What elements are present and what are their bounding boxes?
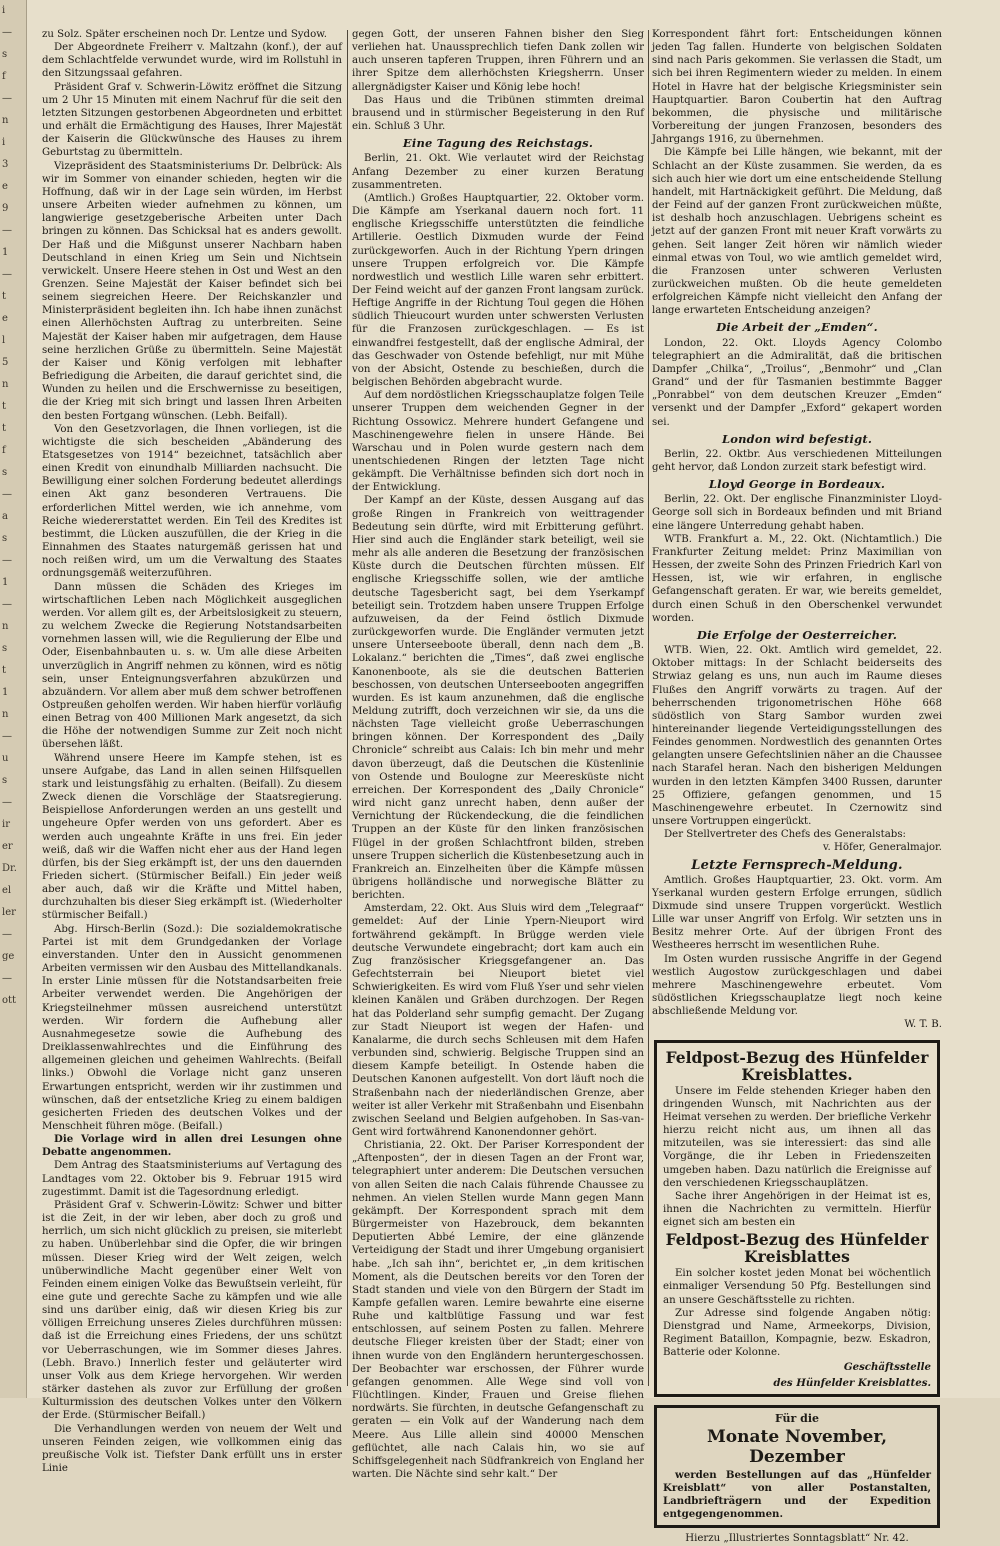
- margin-fragment: —: [2, 929, 12, 940]
- column-3-articles: [652, 28, 942, 1032]
- margin-fragment: —: [2, 27, 12, 38]
- left-margin-fragments: [0, 0, 27, 1398]
- article-paragraph: Berlin, 22. Okt. Der englische Finanzminister Lloyd-George soll sich in Bordeaux befinden und mit Briand eine längere Unterredung gehabt haben.: [652, 494, 942, 532]
- margin-fragment: —: [2, 731, 12, 742]
- article-paragraph: Amtlich. Großes Hauptquartier, 23. Okt. vorm. Am Yserkanal wurden gestern Erfolge errungen, südlich Dixmude sind unsere Truppen vorgerückt. Westlich Lille war unser Angriff von Erfolg. Wir setzten uns in Besitz mehrer Orte. Auf der übrigen Front des Westheeres herrscht im wesentlichen Ruhe.: [652, 874, 942, 952]
- margin-fragment: ler: [2, 907, 16, 918]
- article-paragraph: Abg. Hirsch-Berlin (Sozd.): Die sozialdemokratische Partei ist mit dem Grundgedanken der Vorlage einverstanden. Unter den in Aussicht genommenen Arbeiten vermissen wir den Ausbau des Mittellandkanals. In erster Linie müssen für die Notstandsarbeiten freie Arbeiter verwendet werden. Die Angehörigen der Kriegsteilnehmer müssen ausreichend unterstützt werden. Wir fordern die Aufhebung aller Ausnahmegesetze sowie die Aufhebung des Dreiklassenwahlrechtes und die Einführung des allgemeinen gleichen und geheimen Wahlrechts. (Beifall links.) Obwohl die Vorlage nicht ganz unseren Erwartungen entspricht, werden wir ihr zustimmen und wünschen, daß der entsetzliche Krieg zu einem baldigen gesicherten Frieden des deutschen Volkes und der Menschheit führen möge. (Beifall.): [42, 923, 342, 1132]
- feldpost-paragraph: Zur Adresse sind folgende Angaben nötig: Dienstgrad und Name, Armeekorps, Division, Regiment Bataillon, Kompagnie, bezw. Eskadron, Batterie oder Kolonne.: [663, 1307, 931, 1359]
- article-paragraph: Die Kämpfe bei Lille hängen, wie bekannt, mit der Schlacht an der Küste zusammen. Sie werden, da es sich auch hier wie dort um eine entscheidende Stellung handelt, mit Hartnäckigkeit geführt. Die Meldung, daß der Feind auf der ganzen Front zurückweichen müßte, ist deshalb hoch anzuschlagen. Uebrigens scheint es jetzt auf der ganzen Front mit neuer Kraft vorwärts zu gehen. Seit langer Zeit hören wir nämlich wieder einmal etwas von Toul, wo wie amtlich gemeldet wird, die Franzosen unter schweren Verlusten zurückweichen mußten. Ob die heute gemeldeten erfolgreichen Kämpfe nicht vielleicht den Anfang der lange erwarteten Entscheidung anzeigen?: [652, 147, 942, 317]
- margin-fragment: s: [2, 775, 8, 786]
- margin-fragment: —: [2, 489, 12, 500]
- article-headline: Letzte Fernsprech-Meldung.: [691, 857, 903, 873]
- article-paragraph: Berlin, 21. Okt. Wie verlautet wird der Reichstag Anfang Dezember zu einer kurzen Beratung zusammentreten.: [352, 153, 644, 191]
- margin-fragment: 5: [2, 357, 9, 368]
- column-rule-1: [347, 30, 348, 1386]
- margin-fragment: t: [2, 291, 7, 302]
- article-paragraph: Präsident Graf v. Schwerin-Löwitz eröffnet die Sitzung um 2 Uhr 15 Minuten mit einem Nachruf für die seit den letzten Sitzungen gestorbenen Abgeordneten und erbittet und erhält die Ermächtigung des Hauses, Ihrer Majestät der Kaiserin die Glückwünsche des Hauses zu ihrem Geburtstag zu übermitteln.: [42, 81, 342, 159]
- article-headline: Die Erfolge der Oesterreicher.: [696, 627, 898, 642]
- article-paragraph: Korrespondent fährt fort: Entscheidungen können jeden Tag fallen. Hunderte von belgischen Soldaten sind nach Paris gekommen. Sie verlassen die Stadt, um sich bei ihren Regimentern wieder zu melden. In einem Hotel in Havre hat der belgische Kriegsminister sein Hauptquartier. Baron Coubertin hat den Auftrag bekommen, die physische und militärische Vorbereitung der jungen Franzosen, besonders des Jahrgangs 1916, zu übernehmen.: [652, 29, 942, 146]
- column-3: [652, 28, 942, 1545]
- article-paragraph: Berlin, 22. Oktbr. Aus verschiedenen Mitteilungen geht hervor, daß London zurzeit stark befestigt wird.: [652, 448, 942, 473]
- margin-fragment: ott: [2, 995, 17, 1006]
- article-paragraph: WTB. Frankfurt a. M., 22. Okt. (Nichtamtlich.) Die Frankfurter Zeitung meldet: Prinz Maximilian von Hessen, der zweite Sohn des Prinzen Friedrich Karl von Hessen, ist, wie wir erfahren, in englische Gefangenschaft geraten. Er war, wie bereits gemeldet, durch einen Schuß in den Oberschenkel verwundet worden.: [652, 533, 942, 624]
- article-paragraph: Im Osten wurden russische Angriffe in der Gegend westlich Augostow zurückgeschlagen und dabei mehrere Maschinengewehre erbeutet. Vom südöstlichen Kriegsschauplatze liegt noch keine abschließende Meldung vor.: [652, 953, 942, 1018]
- margin-fragment: e: [2, 313, 8, 324]
- margin-fragment: —: [2, 225, 12, 236]
- subscription-intro: Für die: [774, 1411, 820, 1425]
- margin-fragment: s: [2, 467, 8, 478]
- supplement-note: Hierzu „Illustriertes Sonntagsblatt“ Nr. 42.: [685, 1533, 909, 1545]
- margin-fragment: —: [2, 797, 12, 808]
- margin-fragment: f: [2, 71, 6, 82]
- article-paragraph: zu Solz. Später erscheinen noch Dr. Lentze und Sydow.: [42, 29, 327, 40]
- margin-fragment: 1: [2, 247, 9, 258]
- article-headline: London wird befestigt.: [721, 431, 873, 446]
- article-headline: Eine Tagung des Reichstags.: [402, 136, 594, 151]
- margin-fragment: —: [2, 269, 12, 280]
- margin-fragment: l: [2, 335, 6, 346]
- margin-fragment: ir: [2, 819, 10, 830]
- article-paragraph: London, 22. Okt. Lloyds Agency Colombo telegraphiert an die Admiralität, daß die britischen Dampfer „Chilka“, „Troilus“, „Benmohr“ und „Clan Grand“ und der für Tasmanien bestimmte Bagger „Ponrabbel“ von dem deutschen Kreuzer „Emden“ versenkt und der Dampfer „Exford“ gekapert worden sei.: [652, 337, 942, 428]
- article-paragraph: Auf dem nordöstlichen Kriegsschauplatze folgen Teile unserer Truppen dem weichenden Gegner in der Richtung Ossowicz. Mehrere hundert Gefangene und Maschinengewehre fielen in unsere Hände. Bei Warschau und in Polen wurde gestern nach dem unentschiedenen Ringen der letzten Tage nicht gekämpft. Die Verhältnisse befinden sich dort noch in der Entwicklung.: [352, 390, 644, 494]
- subscription-title: Monate November, Dezember: [706, 1426, 888, 1467]
- margin-fragment: —: [2, 555, 12, 566]
- feldpost-title: Feldpost-Bezug des Hünfelder Kreisblattes.: [665, 1047, 929, 1084]
- article-paragraph: Christiania, 22. Okt. Der Pariser Korrespondent der „Aftenposten“, der in diesen Tagen an der Front war, telegraphiert unter anderem: Die Deutschen versuchen von allen Seiten die nach Calais führende Chaussee zu nehmen. An vielen Stellen wurde Mann gegen Mann gekämpft. Der Korrespondent sprach mit dem Bürgermeister von Hazebrouck, dem bekannten Deputierten Abbé Lemire, der eine glänzende Verteidigung der Stadt und ihrer Umgebung organisiert habe. „Ich sah ihn“, berichtet er, „in dem kritischen Moment, als die Deutschen bereits vor den Toren der Stadt standen und viele von den Bürgern der Stadt im Kampfe gefallen waren. Lemire bewahrte eine eiserne Ruhe und kaltblütige Fassung und war fest entschlossen, auf seinem Posten zu fallen. Mehrere deutsche Flieger kreisten über der Stadt; einer von ihnen wurde von den Engländern heruntergeschossen. Der Beobachter war erschossen, der Führer wurde gefangen genommen. Alle Wege sind voll von Flüchtlingen. Kinder, Frauen und Greise fliehen nordwärts. Sie fürchten, in deutsche Gefangenschaft zu geraten — ein Volk auf der Wanderung nach dem Meere. Aus Lille allein sind 40000 Menschen geflüchtet, alle nach Calais hin, wo sie auf Schiffsgelegenheit nach Südfrankreich von England her warten. Die Nächte sind sehr kalt.“ Der: [352, 1140, 644, 1481]
- article-paragraph: Vizepräsident des Staatsministeriums Dr. Delbrück: Als wir im Sommer von einander schieden, hegten wir die Hoffnung, daß wir in der Lage sein würden, im Herbst unsere Arbeiten wieder aufnehmen zu können, um langwierige gesetzgeberische Arbeiten unter Dach bringen zu können. Das Schicksal hat es anders gewollt. Der Haß und die Mißgunst unserer Nachbarn haben Deutschland in einen Krieg um Sein und Nichtsein verwickelt. Unsere Heere stehen in Ost und West an den Grenzen. Seine Majestät der Kaiser befindet sich bei seinem siegreichen Heere. Der Reichskanzler und Ministerpräsident begleiten ihn. Ich habe ihnen zunächst einen Allerhöchsten Auftrag zu unterbreiten. Seine Majestät der Kaiser haben mir aufgetragen, dem Hause seine herzlichen Grüße zu übermitteln. Seine Majestät der Kaiser und König verfolgen mit lebhafter Befriedigung die Arbeiten, die darauf gerichtet sind, die Wunden zu heilen und die Erschwernisse zu beseitigen, die der Krieg mit sich bringt und lassen Ihren Arbeiten den besten Fortgang wünschen. (Lebh. Beifall).: [42, 160, 342, 422]
- article-paragraph: Das Haus und die Tribünen stimmten dreimal brausend und in stürmischer Begeisterung in den Ruf ein. Schluß 3 Uhr.: [352, 94, 644, 133]
- feldpost-title-2: Feldpost-Bezug des Hünfelder Kreisblattes: [665, 1230, 929, 1267]
- margin-fragment: —: [2, 599, 12, 610]
- article-headline: Die Arbeit der „Emden“.: [716, 320, 878, 335]
- article-paragraph: Der Abgeordnete Freiherr v. Maltzahn (konf.), der auf dem Schlachtfelde verwundet wurde, wird im Rollstuhl in den Sitzungssaal gefahren.: [42, 42, 342, 80]
- margin-fragment: er: [2, 841, 13, 852]
- feldpost-paragraph: Ein solcher kostet jeden Monat bei wöchentlich einmaliger Versendung 50 Pfg. Bestellungen sind an unsere Geschäftsstelle zu richten.: [663, 1268, 931, 1306]
- article-paragraph: (Amtlich.) Großes Hauptquartier, 22. Oktober vorm. Die Kämpfe am Yserkanal dauern noch fort. 11 englische Kriegsschiffe unterstützten die feindliche Artillerie. Oestlich Dixmuden wurde der Feind zurückgeworfen. Auch in der Richtung Ypern dringen unsere Truppen erfolgreich vor. Die Kämpfe nordwestlich und westlich Lille waren sehr erbittert. Der Feind weicht auf der ganzen Front langsam zurück. Heftige Angriffe in der Richtung Toul gegen die Höhen südlich Thieucourt wurden unter schwersten Verlusten für die Franzosen zurückgeschlagen. — Es ist einwandfrei festgestellt, daß der englische Admiral, der das Geschwader von Ostende befehligt, nur mit Mühe von der Absicht, Ostende zu beschießen, durch die belgischen Behörden abgebracht wurde.: [352, 192, 644, 389]
- article-paragraph: Die Verhandlungen werden von neuem der Welt und unseren Feinden zeigen, wie vollkommen einig das preußische Volk ist. Tiefster Dank erfüllt uns in erster Linie: [42, 1423, 342, 1475]
- margin-fragment: a: [2, 511, 8, 522]
- margin-fragment: f: [2, 445, 6, 456]
- feldpost-signature-2: des Hünfelder Kreisblattes.: [773, 1376, 931, 1389]
- margin-fragment: —: [2, 93, 12, 104]
- margin-fragment: s: [2, 643, 8, 654]
- margin-fragment: 1: [2, 687, 9, 698]
- margin-fragment: i: [2, 5, 6, 16]
- article-paragraph: Von den Gesetzvorlagen, die Ihnen vorliegen, ist die wichtigste die sich bescheiden „Abänderung des Etatsgesetzes von 1914“ bezeichnet, tatsächlich aber einen Kredit von einundhalb Milliarden nachsucht. Die Bewilligung einer solchen Forderung bedeutet allerdings einen Akt ganz besonderen Vertrauens. Die erforderlichen Mittel werden, wie ich annehme, vom Reiche wiedererstattet werden. Ein Teil des Kredites ist bestimmt, die Lücken auszufüllen, die der Krieg in die Einnahmen des Staates naturgemäß gerissen hat und noch reißen wird, um um die Verwaltung des Staates ordnungsgemäß weiterzuführen.: [42, 423, 342, 580]
- article-paragraph: Dann müssen die Schäden des Krieges im wirtschaftlichen Leben nach Möglichkeit ausgeglichen werden. Vor allem gilt es, der Arbeitslosigkeit zu steuern, zu welchem Zwecke die Regierung Notstandsarbeiten vornehmen lassen will, wie die Regulierung der Elbe und Oder, Eisenbahnbauten u. s. w. Um alle diese Arbeiten unverzüglich in Angriff nehmen zu können, wird es nötig sein, unser Enteignungsverfahren abzukürzen und abzuändern. Vor allem aber muß dem schwer betroffenen Ostpreußen geholfen werden. Wir haben hierfür vorläufig einen Betrag von 400 Millionen Mark angesetzt, da sich die Höhe der notwendigen Summe zur Zeit noch nicht übersehen läßt.: [42, 581, 342, 751]
- article-paragraph: Dem Antrag des Staatsministeriums auf Vertagung des Landtages vom 22. Oktober bis 9. Februar 1915 wird zugestimmt. Damit ist die Tagesordnung erledigt.: [42, 1160, 342, 1198]
- margin-fragment: s: [2, 533, 8, 544]
- margin-fragment: el: [2, 885, 12, 896]
- margin-fragment: s: [2, 49, 8, 60]
- article-paragraph: v. Höfer, Generalmajor.: [822, 842, 942, 854]
- article-paragraph: Der Kampf an der Küste, dessen Ausgang auf das große Ringen in Frankreich von weittragender Bedeutung sein dürfte, wird mit Erbitterung geführt. Hier sind auch die Engländer stark beteiligt, weil sie mehr als alle anderen die Besetzung der französischen Küste durch die Deutschen fürchten müssen. Elf englische Kriegsschiffe sollen, wie der amtliche deutsche Tagesbericht sagt, bei dem Yserkampf beteiligt sein. Trotzdem haben unsere Truppen Erfolge aufzuweisen, da der Feind östlich Dixmude zurückgeworfen wurde. Die Engländer vermuten jetzt unsere Unterseeboote überall, denn nach dem „B. Lokalanz.“ berichten die „Times“, daß zwei englische Kanonenboote, als sie die deutschen Batterien beschossen, von deutschen Unterseebooten angegriffen wurden. Es ist kaum anzunehmen, daß die englische Meldung zutrifft, doch verzeichnen wir sie, da uns die nächsten Tage vielleicht große Ueberraschungen bringen können. Der Korrespondent des „Daily Chronicle“ schreibt aus Calais: Ich bin mehr und mehr davon überzeugt, daß die Deutschen die Küstenlinie von Ostende und Boulogne zur Meeresküste nicht erreichen. Der Korrespondent des „Daily Chronicle“ wird nicht ganz unrecht haben, denn außer der Vernichtung der Rückendeckung, die die feindlichen Truppen an der Küste für den linken französischen Flügel in der großen Schlachtfront bilden, streben unsere Truppen sicherlich die Küstenbesetzung auch in Frankreich an. Einzelheiten über die Kämpfe müssen übrigens holländische und norwegische Blätter zu berichten.: [352, 495, 644, 902]
- article-paragraph: Der Stellvertreter des Chefs des Generalstabs:: [664, 829, 906, 841]
- column-2: [352, 28, 644, 1481]
- article-paragraph: Während unsere Heere im Kampfe stehen, ist es unsere Aufgabe, das Land in allen seinen Hilfsquellen stark und leistungsfähig zu erhalten. (Beifall). Zu diesem Zweck dienen die Vorschläge der Staatsregierung. Beispiellose Anforderungen werden an uns gestellt und ungeheure Opfer werden von uns gefordert. Aber es werden auch ungeahnte Kräfte in uns frei. Ein jeder weiß, daß wir die Waffen nicht eher aus der Hand legen dürfen, bis der Sieg erkämpft ist, der uns den dauernden Frieden sichert. (Stürmischer Beifall.) Ein jeder weiß aber auch, daß wir die Kräfte und Mittel haben, durchzuhalten bis dieser Sieg erkämpft ist. (Wiederholter stürmischer Beifall.): [42, 752, 342, 922]
- margin-fragment: t: [2, 665, 7, 676]
- article-paragraph: WTB. Wien, 22. Okt. Amtlich wird gemeldet, 22. Oktober mittags: In der Schlacht beiderseits des Strwiaz gelang es uns, nun auch im Raume dieses Flußes den Angriff vorwärts zu tragen. Auf der beherrschenden trigonometrischen Höhe 668 südöstlich von Starg Sambor wurden zwei hintereinander liegende Verteidigungsstellungen des Feindes genommen. Nordwestlich des genannten Ortes gelangten unsere Gefechtslinien näher an die Chaussee nach Starafel heran. Nach den bisherigen Meldungen wurden in den letzten Kämpfen 3400 Russen, darunter 25 Offiziere, gefangen genommen, und 15 Maschinengewehre erbeutet. In Czernowitz sind unsere Vortruppen eingerückt.: [652, 645, 942, 828]
- column-rule-2: [648, 30, 649, 1386]
- margin-fragment: t: [2, 401, 7, 412]
- subscription-text: werden Bestellungen auf das „Hünfelder Kreisblatt“ von aller Postanstalten, Landbriefträgern und der Expedition entgegengenommen.: [663, 1468, 931, 1521]
- article-paragraph: Die Vorlage wird in allen drei Lesungen ohne Debatte angenommen.: [42, 1133, 342, 1159]
- feldpost-signature: Geschäftsstelle: [843, 1361, 931, 1374]
- article-paragraph: Präsident Graf v. Schwerin-Löwitz: Schwer und bitter ist die Zeit, in der wir leben, aber doch zu groß und herrlich, um sich nicht glücklich zu preisen, sie miterlebt zu haben. Unüberlehbar sind die Opfer, die wir bringen müssen. Dieser Krieg wird der Welt zeigen, welch unüberwindliche Macht gegenüber einer Welt von Feinden einem einigen Volke das Bewußtsein verleiht, für eine gute und gerechte Sache zu kämpfen und wie alle sind uns darüber einig, daß wir diesen Krieg bis zur völligen Erreichung unseres Zieles durchführen müssen: daß ist die Erreichung eines Friedens, der uns schützt vor Ueberraschungen, wie im Sommer dieses Jahres. (Lebh. Bravo.) Innerlich fester und geläuterter wird unser Volk aus dem Kriege hervorgehen. Wir werden stärker dastehen als zuvor zur Erfüllung der großen Kulturmission des deutschen Volkes unter den Völkern der Erde. (Stürmischer Beifall.): [42, 1199, 342, 1422]
- margin-fragment: n: [2, 621, 9, 632]
- margin-fragment: 9: [2, 203, 9, 214]
- margin-fragment: t: [2, 423, 7, 434]
- article-paragraph: gegen Gott, der unseren Fahnen bisher den Sieg verliehen hat. Unaussprechlich tiefen Dank zollen wir auch unseren tapferen Truppen, ihren Führern und an ihrer Spitze dem allerhöchsten Kriegsherrn. Unser allergnädigster Kaiser und König lebe hoch!: [352, 29, 644, 93]
- margin-fragment: 1: [2, 577, 9, 588]
- column-1: [42, 28, 342, 1475]
- margin-fragment: u: [2, 753, 9, 764]
- margin-fragment: Dr.: [2, 863, 17, 874]
- margin-fragment: e: [2, 181, 8, 192]
- subscription-advertisement: [654, 1405, 940, 1529]
- article-headline: Lloyd George in Bordeaux.: [708, 477, 886, 492]
- feldpost-paragraph: Unsere im Felde stehenden Krieger haben den dringenden Wunsch, mit Nachrichten aus der Heimat versehen zu werden. Der briefliche Verkehr hierzu reicht nicht aus, um ihnen all das mitzuteilen, was sie interessiert: das sind alle Vorgänge, die ihr Leben in Friedenszeiten umgeben haben. Dazu natürlich die Ereignisse auf den verschiedenen Kriegsschauplätzen.: [663, 1085, 931, 1189]
- feldpost-advertisement: [654, 1040, 940, 1397]
- margin-fragment: i: [2, 137, 6, 148]
- article-paragraph: Amsterdam, 22. Okt. Aus Sluis wird dem „Telegraaf“ gemeldet: Auf der Linie Ypern-Nieuport wird fortwährend gekämpft. In Brügge werden viele deutsche Verwundete eingebracht; dort kam auch ein Zug französischer Kriegsgefangener an. Das Gefechtsterrain bei Nieuport bietet viel Schwierigkeiten. Es wird vom Fluß Yser und sehr vielen kleinen Kanälen und Gräben durchzogen. Der Regen hat das Polderland sehr sumpfig gemacht. Der Zugang zur Stadt Nieuport ist wegen der Hafen- und Kanalarme, die durch sechs Schleusen mit dem Hafen verbunden sind, schwierig. Belgische Truppen sind an diesem Kampfe beteiligt. In Ostende haben die Deutschen Kanonen aufgestellt. Von dort läuft noch die Straßenbahn nach der niederländischen Grenze, aber weiter ist aller Verkehr mit Straßenbahn und Eisenbahn zwischen Seeland und Belgien aufgehoben. In Sas-van-Gent wird fortwährend Kanonendonner gehört.: [352, 903, 644, 1138]
- margin-fragment: n: [2, 379, 9, 390]
- margin-fragment: —: [2, 973, 12, 984]
- margin-fragment: n: [2, 115, 9, 126]
- feldpost-paragraph: Sache ihrer Angehörigen in der Heimat ist es, ihnen die Nachrichten zu vermitteln. Hierfür eignet sich am besten ein: [663, 1190, 931, 1229]
- margin-fragment: 3: [2, 159, 9, 170]
- margin-fragment: n: [2, 709, 9, 720]
- margin-fragment: ge: [2, 951, 15, 962]
- article-paragraph: W. T. B.: [904, 1019, 942, 1031]
